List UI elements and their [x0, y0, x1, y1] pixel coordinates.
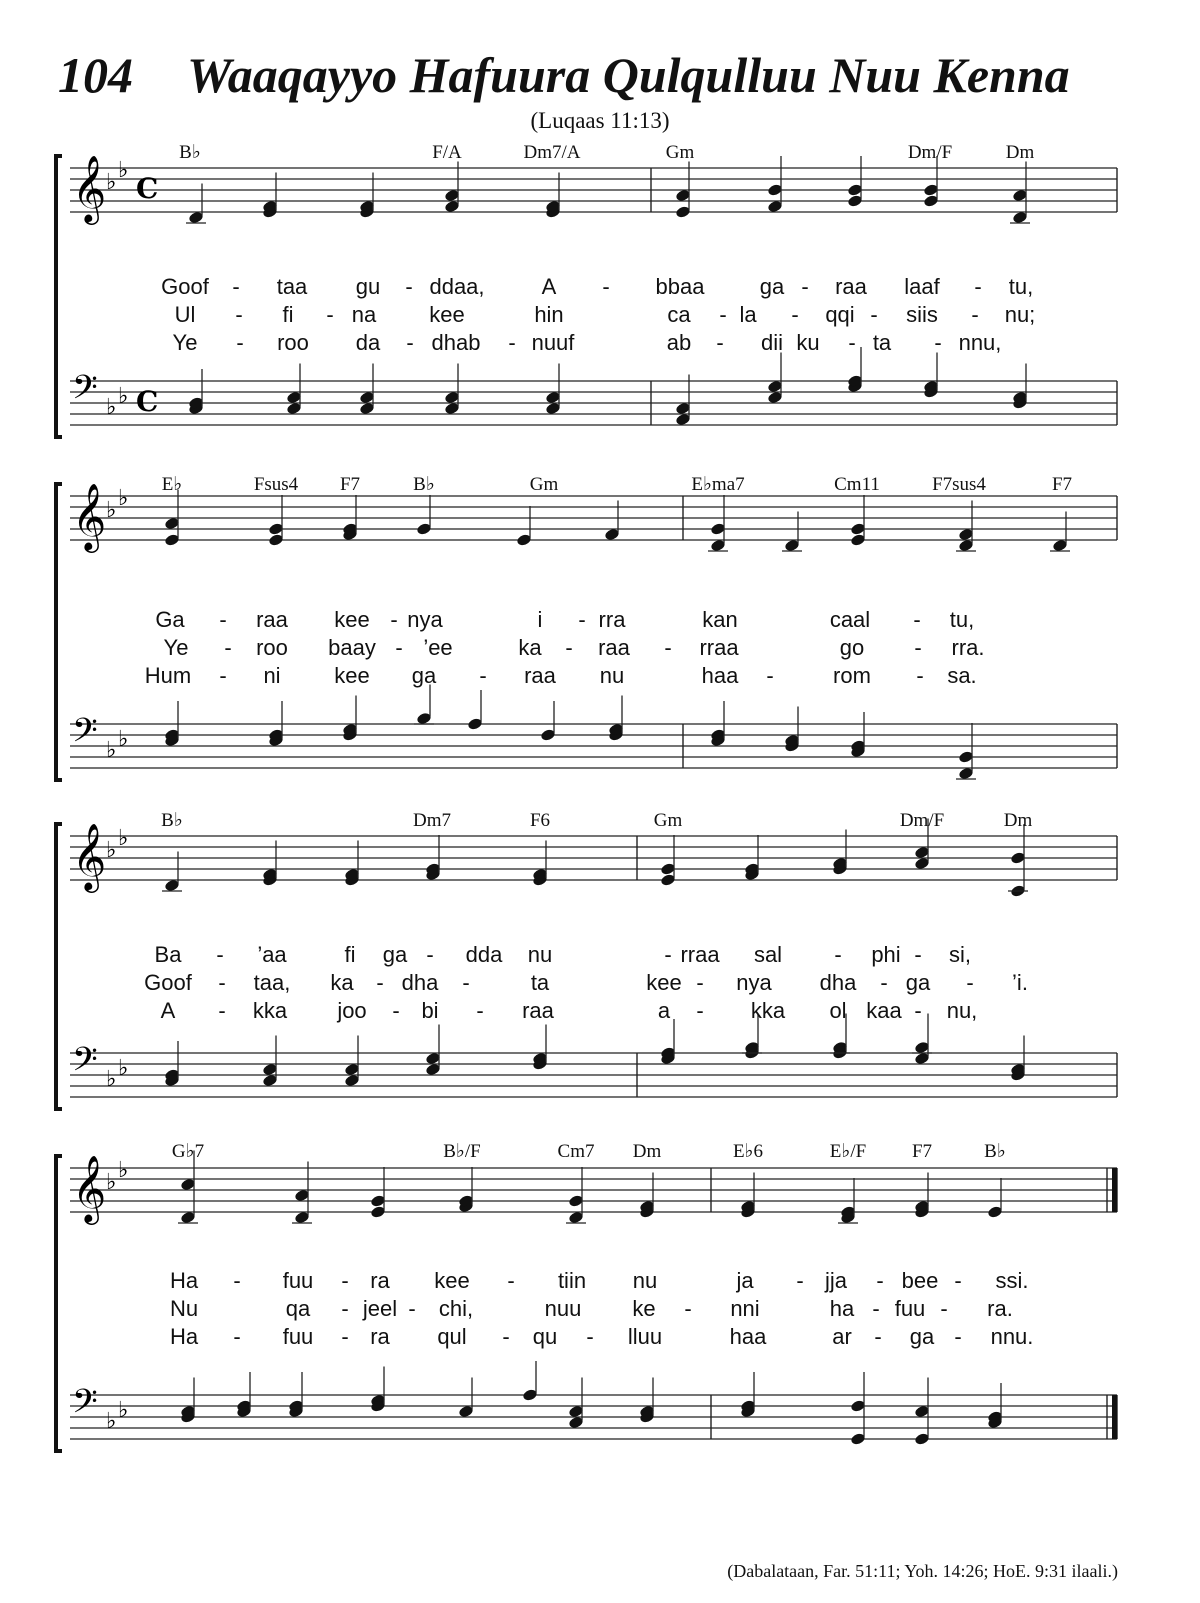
lyric-syllable: baay: [328, 635, 376, 660]
lyric-syllable: nu,: [946, 998, 978, 1023]
lyric-hyphen: -: [586, 1324, 594, 1349]
lyric-hyphen: -: [405, 274, 413, 299]
lyric-syllable: Nu: [169, 1296, 199, 1321]
lyric-syllable: ra: [370, 1268, 390, 1293]
lyric-syllable: ’ee: [423, 635, 453, 660]
lyric-syllable: gu: [355, 274, 381, 299]
lyric-syllable: jeel: [362, 1296, 398, 1321]
lyric-hyphen: -: [880, 970, 888, 995]
lyric-hyphen: -: [507, 1268, 515, 1293]
lyric-hyphen: -: [565, 635, 573, 660]
lyric-hyphen: -: [834, 942, 842, 967]
chord-symbol: Fsus4: [253, 474, 299, 495]
lyric-hyphen: -: [326, 302, 334, 327]
chord-symbol: B♭: [179, 142, 201, 163]
lyric-hyphen: -: [801, 274, 809, 299]
lyric-syllable: dda: [465, 942, 503, 967]
lyric-syllable: qul: [437, 1324, 467, 1349]
key-flat-icon: ♭: [118, 1056, 129, 1081]
lyric-syllable: ga: [411, 663, 437, 688]
lyric-syllable: ga: [909, 1324, 935, 1349]
lyric-syllable: Ga: [155, 607, 185, 632]
lyric-hyphen: -: [232, 274, 240, 299]
lyric-hyphen: -: [791, 302, 799, 327]
bass-staff: [70, 347, 1117, 426]
lyric-syllable: ga: [759, 274, 785, 299]
lyric-hyphen: -: [874, 1324, 882, 1349]
lyric-syllable: Goof: [144, 970, 192, 995]
key-flat-icon: ♭: [106, 1170, 117, 1195]
lyric-hyphen: -: [479, 663, 487, 688]
chord-symbol: F7: [1051, 474, 1073, 495]
lyric-syllable: nnu.: [990, 1324, 1034, 1349]
lyric-syllable: bbaa: [655, 274, 705, 299]
lyric-hyphen: -: [940, 1296, 948, 1321]
bass-staff: [70, 1014, 1117, 1098]
lyric-hyphen: -: [376, 970, 384, 995]
bass-staff: [70, 1361, 1117, 1446]
chord-symbol: B♭: [984, 1141, 1006, 1162]
lyric-syllable: fuu: [894, 1296, 926, 1321]
music-system-1: [56, 142, 1117, 437]
lyric-syllable: tiin: [557, 1268, 587, 1293]
system-bracket: [56, 156, 62, 437]
lyric-hyphen: -: [216, 942, 224, 967]
lyric-syllable: da: [355, 330, 381, 355]
music-system-3: [56, 810, 1117, 1109]
lyric-syllable: haa: [701, 663, 739, 688]
system-bracket: [56, 824, 62, 1109]
key-flat-icon: ♭: [118, 1158, 129, 1183]
lyric-hyphen: -: [502, 1324, 510, 1349]
chord-symbol: Dm7/A: [523, 142, 581, 163]
scripture-reference: (Luqaas 11:13): [530, 108, 670, 133]
lyric-hyphen: -: [392, 998, 400, 1023]
chord-symbol: B♭: [161, 810, 183, 831]
lyric-syllable: jja: [824, 1268, 848, 1293]
lyric-hyphen: -: [462, 970, 470, 995]
lyric-hyphen: -: [406, 330, 414, 355]
chord-symbol: Dm: [1003, 810, 1033, 831]
lyric-hyphen: -: [913, 607, 921, 632]
lyric-syllable: dha: [401, 970, 439, 995]
bass-staff: [70, 685, 1117, 781]
lyric-hyphen: -: [914, 998, 922, 1023]
lyric-syllable: tu,: [1008, 274, 1034, 299]
lyric-syllable: ca: [667, 302, 691, 327]
lyric-hyphen: -: [476, 998, 484, 1023]
lyric-syllable: lluu: [627, 1324, 663, 1349]
lyric-syllable: ’i.: [1012, 970, 1028, 995]
lyric-syllable: chi,: [438, 1296, 474, 1321]
lyric-syllable: kka: [252, 998, 288, 1023]
lyric-syllable: A: [160, 998, 176, 1023]
lyric-syllable: raa: [835, 274, 867, 299]
time-signature: C: [136, 172, 159, 205]
lyric-hyphen: -: [796, 1268, 804, 1293]
bass-clef-icon: 𝄢: [72, 1383, 98, 1429]
lyric-syllable: kee: [334, 607, 370, 632]
lyric-hyphen: -: [966, 970, 974, 995]
lyric-hyphen: -: [218, 998, 226, 1023]
lyric-syllable: fi: [344, 942, 356, 967]
lyric-hyphen: -: [408, 1296, 416, 1321]
lyric-syllable: nya: [736, 970, 772, 995]
lyric-syllable: ke: [632, 1296, 656, 1321]
chord-symbol: F6: [529, 810, 551, 831]
hymn-number: 104: [58, 47, 133, 103]
lyric-syllable: dhab: [431, 330, 481, 355]
lyric-syllable: ar: [832, 1324, 852, 1349]
lyric-syllable: nni: [730, 1296, 760, 1321]
lyric-syllable: Ye: [172, 330, 198, 355]
lyric-hyphen: -: [341, 1324, 349, 1349]
lyric-hyphen: -: [766, 663, 774, 688]
chord-symbol: F/A: [432, 142, 462, 163]
lyric-hyphen: -: [390, 607, 398, 632]
lyric-syllable: ra: [370, 1324, 390, 1349]
bass-clef-icon: 𝄢: [72, 369, 98, 415]
lyric-syllable: kee: [334, 663, 370, 688]
lyric-syllable: ku: [796, 330, 820, 355]
key-flat-icon: ♭: [118, 384, 129, 409]
lyric-syllable: roo: [277, 330, 309, 355]
key-flat-icon: ♭: [118, 158, 129, 183]
lyric-hyphen: -: [954, 1268, 962, 1293]
lyric-syllable: roo: [256, 635, 288, 660]
lyric-syllable: nuuf: [531, 330, 575, 355]
music-system-4: [56, 1141, 1117, 1451]
lyric-syllable: joo: [337, 998, 367, 1023]
lyric-syllable: fi: [282, 302, 294, 327]
lyric-syllable: Ha: [169, 1324, 199, 1349]
lyric-syllable: nu: [632, 1268, 658, 1293]
chord-symbol: Dm7: [413, 810, 451, 831]
key-flat-icon: ♭: [106, 738, 117, 763]
lyric-syllable: ddaa,: [429, 274, 485, 299]
lyric-syllable: taa,: [253, 970, 291, 995]
lyric-syllable: taa: [276, 274, 308, 299]
chord-symbol: E♭: [161, 474, 183, 495]
lyric-hyphen: -: [235, 302, 243, 327]
lyric-hyphen: -: [954, 1324, 962, 1349]
lyric-hyphen: -: [341, 1296, 349, 1321]
final-barline: [1112, 1168, 1117, 1212]
lyric-syllable: ta: [872, 330, 892, 355]
lyric-syllable: nuu: [544, 1296, 582, 1321]
lyric-syllable: ga: [905, 970, 931, 995]
key-flat-icon: ♭: [118, 1398, 129, 1423]
lyric-hyphen: -: [916, 663, 924, 688]
key-flat-icon: ♭: [118, 486, 129, 511]
lyric-hyphen: -: [974, 274, 982, 299]
chord-symbol: Dm/F: [907, 142, 953, 163]
lyric-syllable: ’aa: [257, 942, 287, 967]
bass-clef-icon: 𝄢: [72, 712, 98, 758]
chord-symbol: Gm: [665, 142, 695, 163]
lyric-hyphen: -: [872, 1296, 880, 1321]
lyric-syllable: raa: [524, 663, 556, 688]
lyric-syllable: rra: [598, 607, 626, 632]
lyric-syllable: ja: [736, 1268, 754, 1293]
lyric-syllable: siis: [906, 302, 938, 327]
chord-symbol: B♭: [413, 474, 435, 495]
lyric-syllable: ab: [666, 330, 692, 355]
bass-clef-icon: 𝄢: [72, 1041, 98, 1087]
lyric-syllable: Ye: [163, 635, 189, 660]
lyric-hyphen: -: [876, 1268, 884, 1293]
lyric-syllable: a: [657, 998, 671, 1023]
lyric-syllable: haa: [729, 1324, 767, 1349]
treble-staff: [70, 819, 1117, 898]
lyric-syllable: kan: [702, 607, 738, 632]
lyric-syllable: dha: [819, 970, 857, 995]
chord-symbol: F7: [339, 474, 361, 495]
lyric-syllable: dii: [760, 330, 784, 355]
key-flat-icon: ♭: [106, 1067, 117, 1092]
lyric-syllable: ol: [829, 998, 847, 1023]
chord-symbol: Dm/F: [899, 810, 945, 831]
lyric-hyphen: -: [914, 635, 922, 660]
lyric-syllable: si,: [949, 942, 971, 967]
lyric-hyphen: -: [341, 1268, 349, 1293]
lyric-hyphen: -: [696, 998, 704, 1023]
chord-symbol: Gm: [653, 810, 683, 831]
lyric-hyphen: -: [426, 942, 434, 967]
lyric-hyphen: -: [236, 330, 244, 355]
lyric-hyphen: -: [218, 970, 226, 995]
chord-symbol: Dm: [1005, 142, 1035, 163]
chord-symbol: B♭/F: [443, 1141, 481, 1162]
lyric-syllable: nu;: [1004, 302, 1036, 327]
lyric-syllable: kee: [429, 302, 465, 327]
lyric-syllable: sal: [753, 942, 783, 967]
key-flat-icon: ♭: [106, 1409, 117, 1434]
lyric-syllable: caal: [829, 607, 871, 632]
lyric-syllable: raa: [256, 607, 288, 632]
chord-symbol: Dm: [632, 1141, 662, 1162]
lyric-syllable: Ha: [169, 1268, 199, 1293]
chord-symbol: E♭ma7: [691, 474, 745, 495]
lyric-syllable: ni: [263, 663, 281, 688]
lyric-hyphen: -: [395, 635, 403, 660]
lyric-syllable: kee: [434, 1268, 470, 1293]
lyric-hyphen: -: [684, 1296, 692, 1321]
lyric-syllable: ta: [530, 970, 550, 995]
lyric-hyphen: -: [934, 330, 942, 355]
lyric-syllable: kka: [750, 998, 786, 1023]
lyric-syllable: nnu,: [958, 330, 1002, 355]
footer-references: (Dabalataan, Far. 51:11; Yoh. 14:26; HoE. 9:31 ilaali.): [727, 1561, 1118, 1581]
music-system-2: [56, 474, 1117, 780]
treble-staff: [70, 154, 1117, 225]
chord-symbol: Gm: [529, 474, 559, 495]
lyric-syllable: tu,: [949, 607, 975, 632]
lyric-hyphen: -: [233, 1324, 241, 1349]
lyric-syllable: kaa: [866, 998, 902, 1023]
lyric-syllable: ha: [829, 1296, 855, 1321]
lyric-syllable: rom: [833, 663, 871, 688]
lyric-syllable: ka: [330, 970, 354, 995]
lyric-hyphen: -: [578, 607, 586, 632]
final-barline: [1112, 1395, 1117, 1439]
lyric-syllable: ssi.: [995, 1268, 1029, 1293]
lyric-syllable: laaf: [904, 274, 940, 299]
lyric-syllable: Ba: [154, 942, 182, 967]
key-flat-icon: ♭: [118, 826, 129, 851]
key-flat-icon: ♭: [106, 170, 117, 195]
lyric-hyphen: -: [719, 302, 727, 327]
lyric-hyphen: -: [971, 302, 979, 327]
treble-clef-icon: 𝄞: [72, 482, 107, 550]
lyric-syllable: A: [541, 274, 557, 299]
lyric-syllable: rra.: [951, 635, 985, 660]
lyric-syllable: kee: [646, 970, 682, 995]
lyric-syllable: bi: [421, 998, 439, 1023]
system-bracket: [56, 484, 62, 780]
lyric-syllable: sa.: [947, 663, 977, 688]
lyric-hyphen: -: [224, 635, 232, 660]
lyric-syllable: Goof: [161, 274, 209, 299]
lyric-hyphen: -: [696, 970, 704, 995]
lyric-hyphen: -: [602, 274, 610, 299]
chord-symbol: Cm7: [557, 1141, 595, 1162]
key-flat-icon: ♭: [118, 727, 129, 752]
treble-clef-icon: 𝄞: [72, 822, 107, 890]
lyric-syllable: Ul: [174, 302, 196, 327]
lyric-syllable: i: [537, 607, 543, 632]
chord-symbol: E♭/F: [829, 1141, 867, 1162]
lyric-syllable: ga: [382, 942, 408, 967]
lyric-syllable: fuu: [282, 1268, 314, 1293]
lyric-syllable: bee: [901, 1268, 939, 1293]
lyric-hyphen: -: [914, 942, 922, 967]
chord-symbol: Cm11: [834, 474, 880, 495]
lyric-syllable: qqi: [825, 302, 855, 327]
lyric-syllable: raa: [598, 635, 630, 660]
lyric-hyphen: -: [848, 330, 856, 355]
lyric-hyphen: -: [219, 607, 227, 632]
system-bracket: [56, 1156, 62, 1451]
lyric-syllable: nu: [527, 942, 553, 967]
lyric-hyphen: -: [508, 330, 516, 355]
lyric-syllable: go: [839, 635, 865, 660]
lyric-hyphen: -: [870, 302, 878, 327]
lyric-hyphen: -: [219, 663, 227, 688]
key-flat-icon: ♭: [106, 498, 117, 523]
treble-clef-icon: 𝄞: [72, 154, 107, 222]
lyric-hyphen: -: [233, 1268, 241, 1293]
treble-clef-icon: 𝄞: [72, 1154, 107, 1222]
lyric-syllable: na: [351, 302, 377, 327]
hymn-title: Waaqayyo Hafuura Qulqulluu Nuu Kenna: [187, 47, 1070, 103]
lyric-hyphen: -: [664, 942, 672, 967]
key-flat-icon: ♭: [106, 838, 117, 863]
chord-symbol: G♭7: [171, 1141, 205, 1162]
time-signature: C: [136, 385, 159, 418]
lyric-syllable: nu: [599, 663, 625, 688]
lyric-syllable: Hum: [144, 663, 192, 688]
lyric-hyphen: -: [716, 330, 724, 355]
lyric-syllable: la: [739, 302, 757, 327]
chord-symbol: F7: [911, 1141, 933, 1162]
lyric-syllable: rraa: [699, 635, 739, 660]
lyric-hyphen: -: [664, 635, 672, 660]
lyric-syllable: fuu: [282, 1324, 314, 1349]
lyric-syllable: raa: [522, 998, 554, 1023]
chord-symbol: E♭6: [732, 1141, 764, 1162]
lyric-syllable: rraa: [680, 942, 720, 967]
lyric-syllable: ka: [518, 635, 542, 660]
lyric-syllable: ra.: [987, 1296, 1013, 1321]
key-flat-icon: ♭: [106, 395, 117, 420]
lyric-syllable: qu: [532, 1324, 558, 1349]
lyric-syllable: qa: [285, 1296, 311, 1321]
lyric-syllable: nya: [407, 607, 443, 632]
lyric-syllable: phi: [871, 942, 901, 967]
lyric-syllable: hin: [534, 302, 564, 327]
chord-symbol: F7sus4: [932, 474, 986, 495]
